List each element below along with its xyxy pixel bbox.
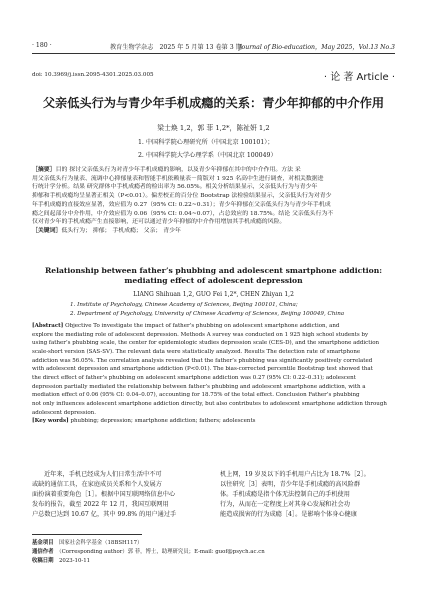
title-en-line-2: mediating effect of adolescent depression	[124, 276, 303, 286]
footnote-label: 收稿日期	[32, 558, 54, 564]
footnote-label: 基金项目	[32, 540, 54, 546]
footnote-received	[32, 556, 90, 564]
page-number: · 180 ·	[32, 42, 52, 49]
abstract-cn-line: 抑郁和手机成瘾均呈显著正相关（P<0.01）。偏差校正的百分位 Bootstrap 法检验结果显示，父亲低头行为对青少	[32, 193, 332, 200]
title-cn: 父亲低头行为与青少年手机成瘾的关系：青少年抑郁的中介作用	[42, 96, 385, 110]
footnote-label: 通信作者	[32, 549, 54, 555]
abstract-cn-line: 用父亲低头行为量表、流调中心抑郁量表和智能手机依赖量表－简版对 1 925 名高中生进行调查，对相关数据进	[32, 175, 324, 182]
footnote-corresponding	[32, 547, 265, 555]
abstract-cn-line: 目的 探讨父亲低头行为对青少年手机成瘾的影响，以及青少年抑郁在其中的中介作用。方法 采	[55, 167, 301, 173]
article-type-tag: · 论 著 Article ·	[323, 72, 395, 83]
abstract-en-line: scale-short version (SAS-SV). The relevant data were statistically analyzed. Results The detection rate of smartphone	[32, 348, 361, 355]
abstract-cn-line: 仅对青少年的手机成瘾产生直接影响，还可以通过青少年抑郁的中介作用增加其手机成瘾的风险。	[32, 219, 286, 226]
body-line: 面扮演着重要角色［1］。根据中国互联网络信息中心	[32, 491, 176, 498]
keywords-cn: 低头行为； 抑郁； 手机成瘾； 父亲； 青少年	[61, 227, 181, 234]
abstract-en-line: not only influences adolescent smartphone addiction directly, but also contributes to adolescent smartphone addiction through	[32, 400, 387, 407]
journal-name-cn: 教育生物学杂志 2025 年 5 月第 13 卷第 3 期	[110, 44, 242, 51]
footnote-text: （Corresponding author）郭 菲，博士，助理研究员；E-mail: guof@psych.ac.cn	[58, 549, 265, 555]
title-en	[0, 266, 427, 287]
abstract-en-line: addiction was 56.05%. The correlation analysis revealed that the father’s phubbing was significantly positively correlated	[32, 357, 373, 364]
affiliation-en-1: 1. Institute of Psychology, Chinese Academy of Sciences, Beijing 100101, China;	[70, 302, 298, 308]
abstract-en-line: with adolescent depression and smartphone addiction (P<0.01). The bias-corrected percentile Bootstrap test showed that	[32, 366, 373, 373]
abstract-cn-line: 行统计学分析。结果 研究群体中手机成瘾者的检出率为 56.05%。相关分析结果显示，父亲低头行为与青少年	[32, 184, 318, 191]
abstract-cn-line: 年手机成瘾的直接效应显著，效应值为 0.27（95% CI: 0.22~0.31）；青少年抑郁在父亲低头行为与青少年手机成	[32, 201, 331, 208]
abstract-cn-line: 瘾之间起部分中介作用，中介效应值为 0.06（95% CI: 0.04~0.07），占总效应的 18.75%。结论 父亲低头行为不	[32, 210, 334, 217]
body-line: 体。手机成瘾是指个体无法控制自己的手机使用	[220, 491, 350, 498]
footnote-funding	[32, 538, 142, 546]
footnote-text: 2023-10-11	[58, 558, 91, 564]
authors-cn: 梁士焕 1,2，郭 菲 1,2*，陈祉妍 1,2	[157, 124, 270, 132]
doi[interactable]: doi: 10.3969/j.issn.2095-4301.2025.03.005	[32, 72, 154, 78]
body-line: 近年来，手机已经成为人们日常生活中不可	[44, 471, 162, 478]
keywords-en-label: [Key words]	[32, 418, 69, 425]
abstract-en-line: the direct effect of father’s phubbing on adolescent smartphone addiction was 0.27 (95% CI: 0.22–0.31); adolescent	[32, 374, 356, 381]
abstract-en-line: using father’s phubbing scale, the center for epidemiologic studies depression scale (CES-D), and the smartphone addiction	[32, 340, 380, 347]
abstract-en-line: explore the mediating role of adolescent depression. Methods A survey was conducted on 1 925 high school students by	[32, 331, 369, 338]
keywords-cn-label: ［关键词］	[32, 226, 62, 234]
abstract-cn-label: ［摘要］	[32, 166, 56, 173]
abstract-en-line: adolescent depression.	[32, 409, 96, 416]
body-column-right	[220, 470, 396, 520]
abstract-cn	[32, 166, 395, 236]
abstract-en-line: depression partially mediated the relationship between father’s phubbing and adolescent smartphone addiction, with a	[32, 383, 366, 390]
abstract-en-label: [Abstract]	[32, 323, 64, 329]
authors-en: LIANG Shihuan 1,2, GUO Fei 1,2*, CHEN Zhiyan 1,2	[133, 291, 294, 298]
abstract-en-line: Objective To investigate the impact of father’s phubbing on adolescent smartphone addiction, and	[65, 323, 340, 329]
body-line: 行为，从而在一定程度上对其身心发展和社会功	[220, 501, 350, 508]
affiliation-cn-1: 1. 中国科学院心理研究所（中国北京 100101）；	[138, 139, 274, 146]
abstract-en-line: mediation effect of 0.06 (95% CI: 0.04–0.07), accounting for 18.75% of the total effect. Conclusion Father’s phubbing	[32, 392, 360, 399]
footnote-text: 国家社会科学基金（18BSH117）	[58, 540, 143, 546]
body-line: 或缺的通信工具，在家庭成员关系和个人发展方	[32, 481, 162, 488]
header-rule	[32, 53, 395, 54]
body-line: 发布的报告，截至 2022 年 12 月，我国互联网用	[32, 501, 169, 508]
affiliation-cn-2: 2. 中国科学院大学心理学系（中国北京 100049）	[138, 152, 277, 159]
body-line: 户总数已达到 10.67 亿，其中 99.8% 的用户通过手	[32, 511, 177, 518]
body-line: 以往研究［3］表明，青少年是手机成瘾的高风险群	[220, 481, 361, 488]
body-line: 机上网，19 岁及以下的手机用户占比为 18.7%［2］。	[220, 471, 370, 478]
title-en-line-1: Relationship between father’s phubbing and adolescent smartphone addiction:	[44, 266, 383, 275]
journal-name-en: Journal of Bio-education，May 2025，Vol.13 No.3	[239, 44, 395, 51]
body-column-left	[32, 470, 208, 520]
affiliation-en-2: 2. Department of Psychology, University of Chinese Academy of Sciences, Beijing 100049, China	[70, 311, 345, 317]
keywords-en: phubbing; depression; smartphone addiction; fathers; adolescents	[70, 418, 256, 425]
footnote-rule	[32, 534, 142, 535]
abstract-en	[32, 322, 395, 426]
body-line: 能造成损害的行为成瘾［4］。是影响个体身心健康	[220, 511, 357, 518]
